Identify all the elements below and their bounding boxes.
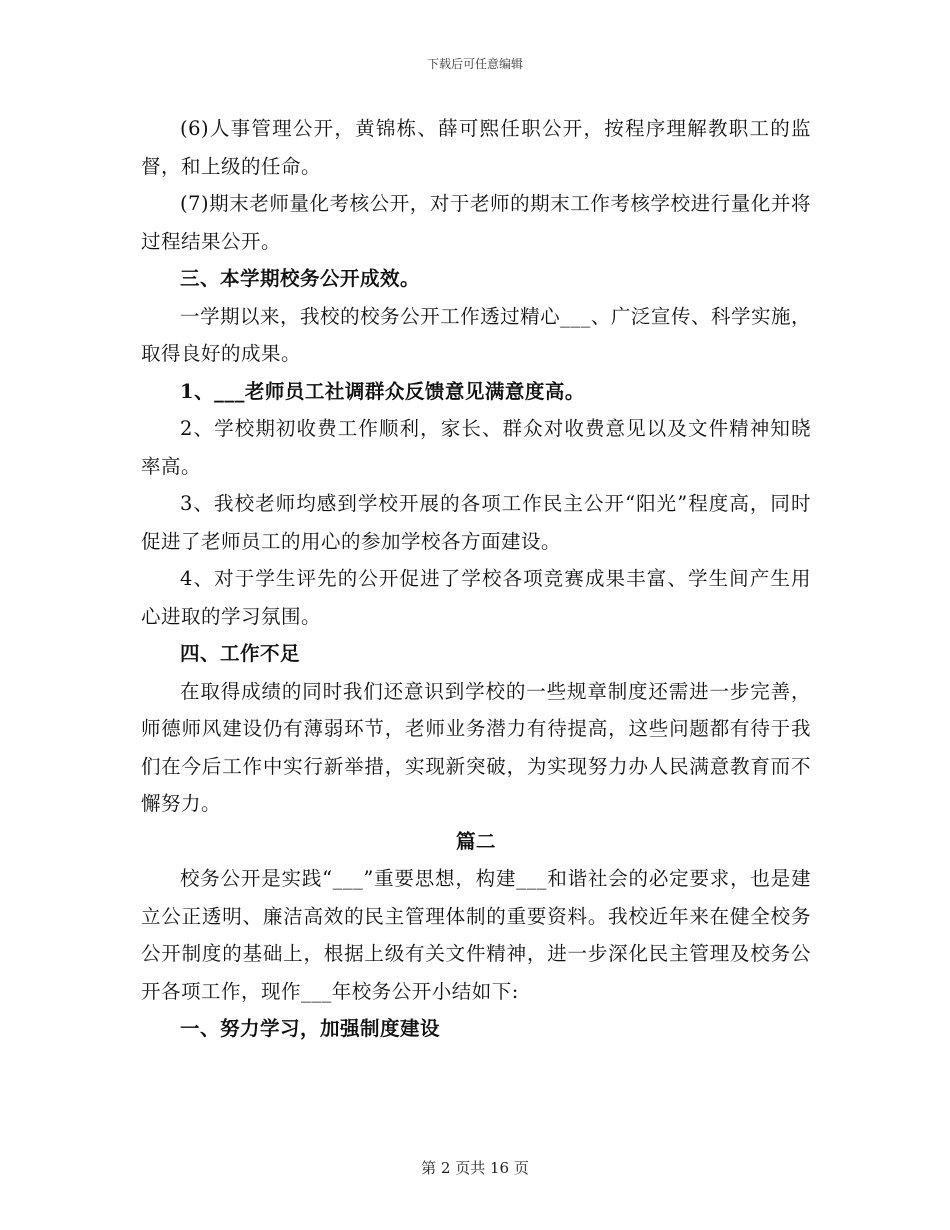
paragraph-results-intro: 一学期以来，我校的校务公开工作透过精心___、广泛宣传、科学实施，取得良好的成果。 [141, 304, 811, 365]
paragraph-personnel-disclosure: (6)人事管理公开，黄锦栋、薛可熙任职公开，按程序理解教职工的监督，和上级的任命。 [141, 117, 811, 178]
paragraph-shortcomings: 在取得成绩的同时我们还意识到学校的一些规章制度还需进一步完善，师德师风建设仍有薄弱环节，老师业务潜力有待提高，这些问题都有待于我们在今后工作中实行新举措，实现新突破，为实现努力办人民满意教育而不懈努力。 [141, 679, 811, 815]
page-footer: 第 2 页共 16 页 [421, 1159, 529, 1177]
result-item-1: 1、___老师员工社调群众反馈意见满意度高。 [180, 379, 585, 403]
section-heading-shortcomings: 四、工作不足 [180, 642, 301, 665]
paragraph-teacher-assessment: (7)期末老师量化考核公开，对于老师的期末工作考核学校进行量化并将过程结果公开。 [141, 192, 811, 253]
result-item-4: 4、对于学生评先的公开促进了学校各项竞赛成果丰富、学生间产生用心进取的学习氛围。 [141, 567, 811, 628]
result-item-2: 2、学校期初收费工作顺利，家长、群众对收费意见以及文件精神知晓率高。 [141, 417, 811, 478]
section-heading-results: 三、本学期校务公开成效。 [180, 267, 421, 290]
section-heading-study: 一、努力学习，加强制度建设 [180, 1017, 441, 1040]
paragraph-part-two-intro: 校务公开是实践“___”重要思想，构建___和谐社会的必定要求，也是建立公正透明、廉洁高效的民主管理体制的重要资料。我校近年来在健全校务公开制度的基础上，根据上级有关文件精神，进一步深化民主管理及校务公开各项工作，现作___年校务公开小结如下: [141, 867, 811, 1003]
document-body [141, 110, 811, 1048]
page-header: 下载后可任意编辑 [426, 57, 523, 71]
part-two-title: 篇二 [455, 829, 496, 853]
result-item-3: 3、我校老师均感到学校开展的各项工作民主公开“阳光”程度高，同时促进了老师员工的用心的参加学校各方面建设。 [141, 492, 811, 553]
